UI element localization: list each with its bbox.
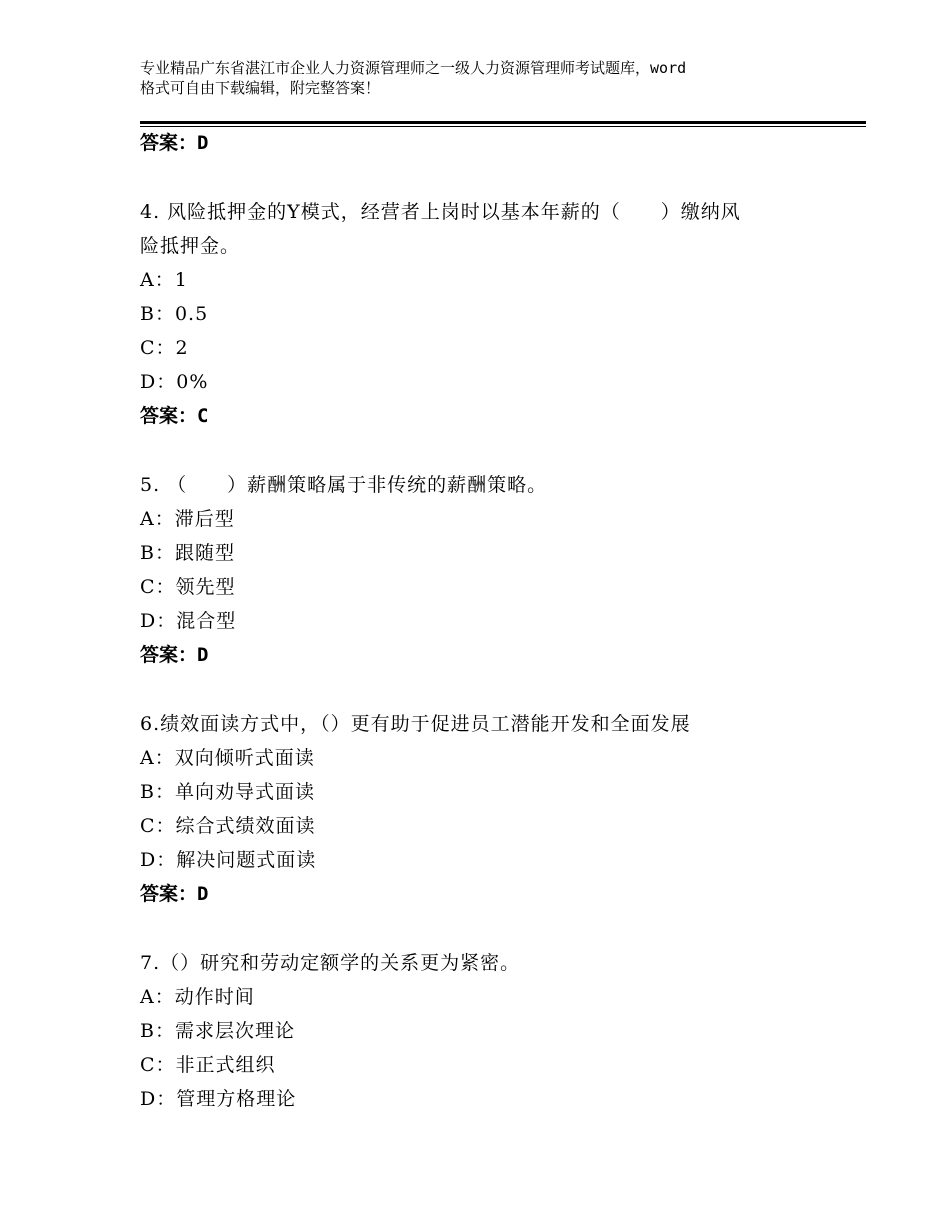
prev-answer: 答案：D <box>140 132 209 154</box>
q5-option-d: D：混合型 <box>140 610 237 632</box>
q4-option-c: C：2 <box>140 337 189 359</box>
q4-answer: 答案：C <box>140 405 209 427</box>
q5-option-c: C：领先型 <box>140 576 236 598</box>
document-header <box>140 58 830 98</box>
q4-option-a: A：1 <box>140 269 188 291</box>
q7-option-d: D：管理方格理论 <box>140 1088 297 1110</box>
q6-stem: 6.绩效面读方式中，（）更有助于促进员工潜能开发和全面发展 <box>140 713 691 735</box>
q6-option-a: A：双向倾听式面读 <box>140 747 315 769</box>
header-line-2: 格式可自由下载编辑，附完整答案！ <box>140 79 381 97</box>
q7-option-a: A：动作时间 <box>140 986 255 1008</box>
q7-option-c: C：非正式组织 <box>140 1054 276 1076</box>
q4-option-d: D：0% <box>140 371 209 393</box>
q5-option-a: A：滞后型 <box>140 508 235 530</box>
q5-option-b: B：跟随型 <box>140 542 235 564</box>
q6-answer: 答案：D <box>140 883 209 905</box>
q7-stem: 7.（）研究和劳动定额学的关系更为紧密。 <box>140 952 521 974</box>
q5-answer: 答案：D <box>140 644 209 666</box>
q7-option-b: B：需求层次理论 <box>140 1020 295 1042</box>
q5-stem: 5. （ ）薪酬策略属于非传统的薪酬策略。 <box>140 474 548 496</box>
q6-option-d: D：解决问题式面读 <box>140 849 317 871</box>
q4-stem-line-1: 4. 风险抵押金的Y模式，经营者上岗时以基本年薪的（ ）缴纳风 <box>140 201 741 223</box>
header-rule-thick <box>140 121 866 124</box>
header-rule-thin <box>140 126 866 127</box>
q6-option-b: B：单向劝导式面读 <box>140 781 315 803</box>
q4-stem-line-2: 险抵押金。 <box>140 235 241 257</box>
q6-option-c: C：综合式绩效面读 <box>140 815 316 837</box>
header-line-1: 专业精品广东省湛江市企业人力资源管理师之一级人力资源管理师考试题库，word <box>140 59 687 77</box>
q4-option-b: B：0.5 <box>140 303 209 325</box>
